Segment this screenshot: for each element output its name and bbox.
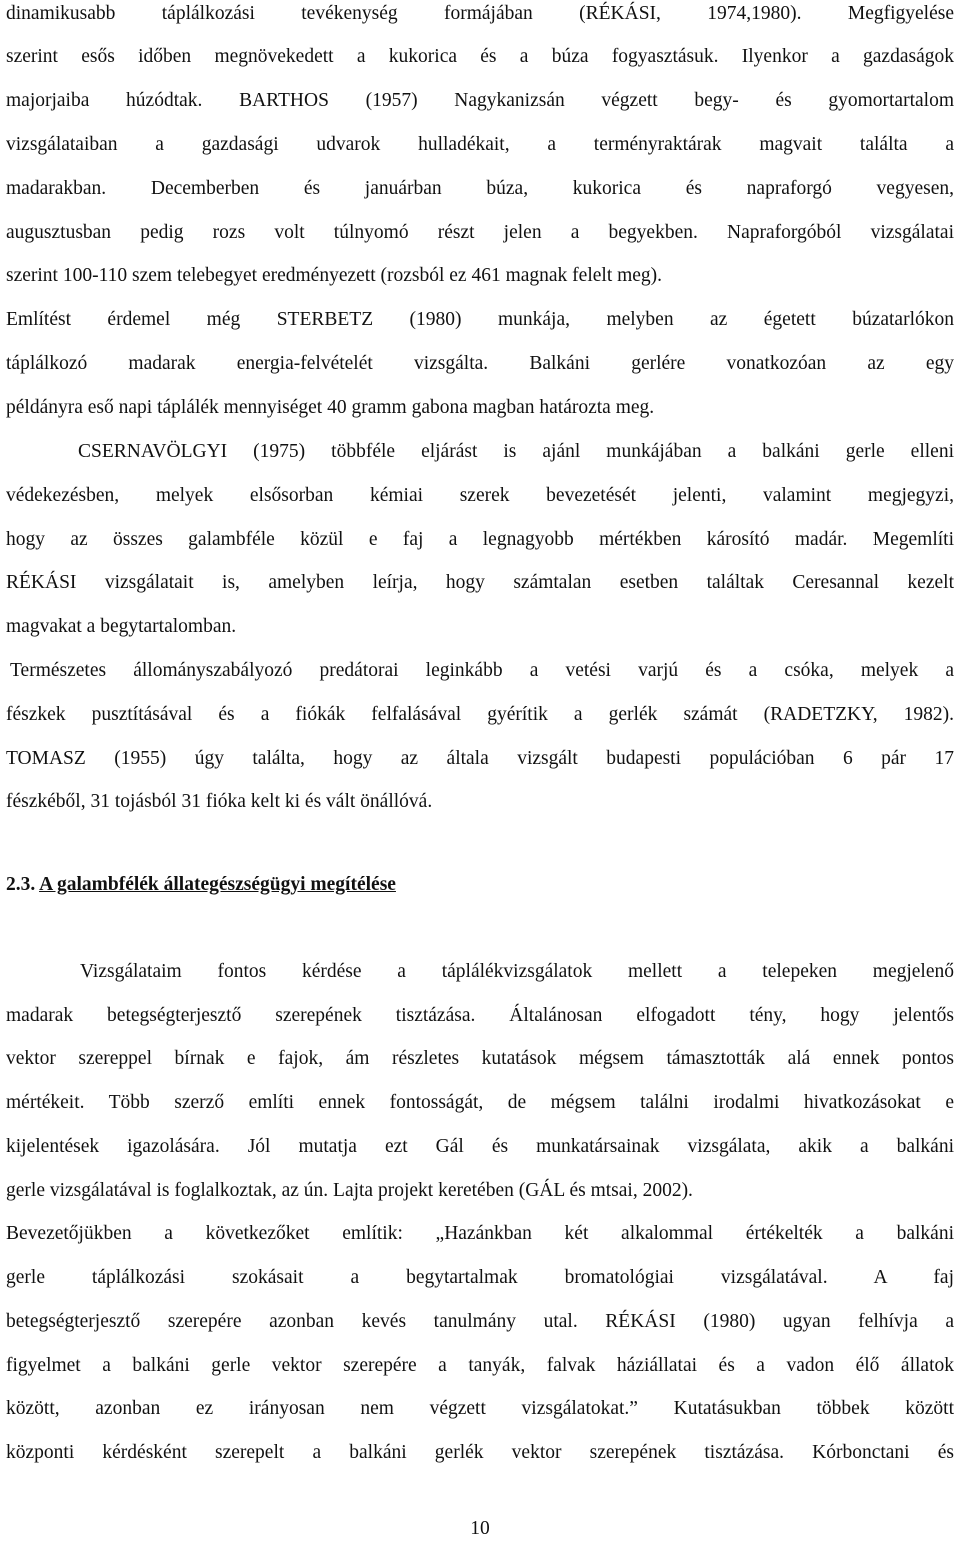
text-line: központi kérdésként szerepelt a balkáni gerlék vektor szerepének tisztázása. Kórbonctani és [6,1442,954,1463]
text-line: gerle táplálkozási szokásait a begytartalmak bromatológiai vizsgálatával. A faj [6,1267,954,1288]
text-line: figyelmet a balkáni gerle vektor szerepére a tanyák, falvak háziállatai és a vadon élő állatok [6,1355,954,1376]
text-line: Bevezetőjükben a következőket említik: „Hazánkban két alkalommal értékelték a balkáni [6,1223,954,1244]
section-number: 2.3. [6,874,36,895]
text-line: hogy az összes galambféle közül e faj a legnagyobb mértékben károsító madár. Megemlíti [6,529,954,550]
text-line: példányra eső napi táplálék mennyiséget 40 gramm gabona magban határozta meg. [6,397,655,418]
text-line: madarakban. Decemberben és januárban búza, kukorica és napraforgó vegyesen, [6,178,954,199]
text-line: magvakat a begytartalomban. [6,616,237,637]
text-line: vektor szereppel bírnak e fajok, ám részletes kutatások mégsem támasztották alá ennek pontos [6,1048,954,1069]
text-line: majorjaiba húzódtak. BARTHOS (1957) Nagykanizsán végzett begy- és gyomortartalom [6,90,954,111]
text-line: táplálkozó madarak energia-felvételét vizsgálta. Balkáni gerlére vonatkozóan az egy [6,353,954,374]
text-line: fészkéből, 31 tojásból 31 fióka kelt ki és vált önállóvá. [6,791,433,812]
section-heading [6,873,396,897]
text-line: szerint 100-110 szem telebegyet eredményezett (rozsból ez 461 magnak felelt meg). [6,265,663,286]
page-number: 10 [470,1518,490,1539]
text-line: Természetes állományszabályozó predátorai leginkább a vetési varjú és a csóka, melyek a [10,660,954,681]
text-line: betegségterjesztő szerepére azonban kevés tanulmány utal. RÉKÁSI (1980) ugyan felhívja a [6,1311,954,1332]
text-line: fészkek pusztításával és a fiókák felfalásával gyérítik a gerlék számát (RADETZKY, 1982). [6,704,954,725]
text-line: TOMASZ (1955) úgy találta, hogy az általa vizsgált budapesti populációban 6 pár 17 [6,748,954,769]
section-title: A galambfélék állategészségügyi megítélése [39,874,396,895]
text-line: mértékeit. Több szerző említi ennek fontosságát, de mégsem találni irodalmi hivatkozásokat e [6,1092,954,1113]
text-line: dinamikusabb táplálkozási tevékenység formájában (RÉKÁSI, 1974,1980). Megfigyelése [6,3,954,24]
text-line: között, azonban ez irányosan nem végzett vizsgálatokat.” Kutatásukban többek között [6,1398,954,1419]
text-line: Említést érdemel még STERBETZ (1980) munkája, melyben az égetett búzatarlókon [6,309,954,330]
text-line: RÉKÁSI vizsgálatait is, amelyben leírja, hogy számtalan esetben találtak Ceresannal kezelt [6,572,954,593]
text-line: gerle vizsgálatával is foglalkoztak, az ún. Lajta projekt keretében (GÁL és mtsai, 2002). [6,1180,693,1201]
text-line: CSERNAVÖLGYI (1975) többféle eljárást is ajánl munkájában a balkáni gerle elleni [78,441,954,462]
text-line: védekezésben, melyek elsősorban kémiai szerek bevezetését jelenti, valamint megjegyzi, [6,485,954,506]
text-line: Vizsgálataim fontos kérdése a táplálékvizsgálatok mellett a telepeken megjelenő [80,961,954,982]
text-line: vizsgálataiban a gazdasági udvarok hulladékait, a terményraktárak magvait találta a [6,134,954,155]
text-line: szerint esős időben megnövekedett a kukorica és a búza fogyasztásuk. Ilyenkor a gazdaságok [6,46,954,67]
text-line: kijelentések igazolására. Jól mutatja ezt Gál és munkatársainak vizsgálata, akik a balkáni [6,1136,954,1157]
text-line: augusztusban pedig rozs volt túlnyomó részt jelen a begyekben. Napraforgóból vizsgálatai [6,222,954,243]
text-line: madarak betegségterjesztő szerepének tisztázása. Általánosan elfogadott tény, hogy jelentős [6,1005,954,1026]
